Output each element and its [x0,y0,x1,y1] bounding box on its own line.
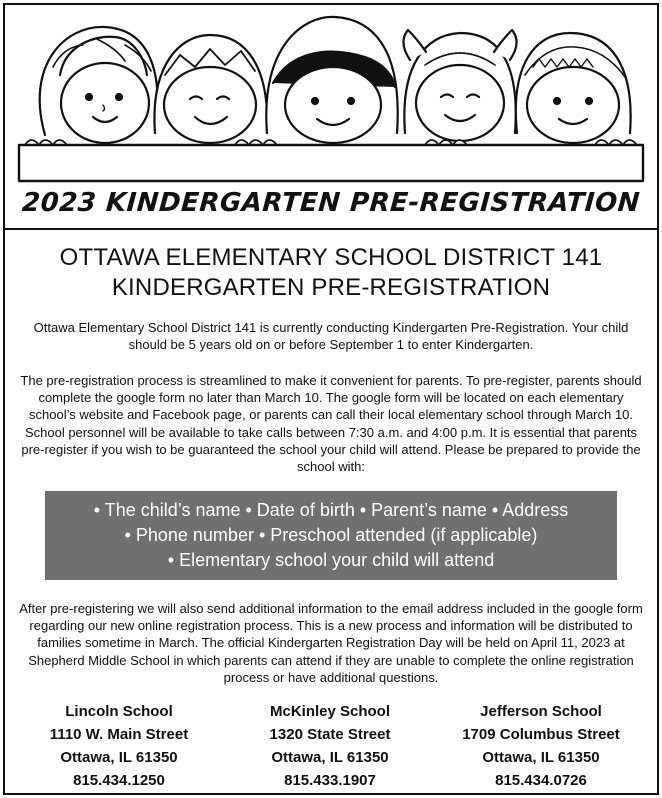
school-contact [19,700,219,792]
title-line-1: OTTAWA ELEMENTARY SCHOOL DISTRICT 141 [59,244,603,271]
school-name: Lincoln School [65,703,173,720]
school-name: Jefferson School [480,703,602,720]
school-phone: 815.434.0726 [495,772,587,789]
requirements-line-1: • The child’s name • Date of birth • Parent’s name • Address [93,500,569,520]
school-street: 1320 State Street [269,726,391,743]
school-phone: 815.433.1907 [284,772,376,789]
child-face-1 [40,27,158,143]
school-city: Ottawa, IL 61350 [482,749,600,766]
divider [5,228,657,230]
school-street: 1110 W. Main Street [49,726,189,743]
child-face-5 [516,33,631,143]
requirements-box [45,491,617,580]
school-contacts [5,700,657,790]
intro-paragraph: Ottawa Elementary School District 141 is currently conducting Kindergarten Pre-Registration. Your child should be 5 years old on or before September 1 to enter Kindergarten. [33,320,629,353]
page-title [5,243,657,303]
title-line-2: KINDERGARTEN PRE-REGISTRATION [111,274,551,301]
school-phone: 815.434.1250 [73,772,165,789]
school-contact [441,700,641,792]
school-street: 1709 Columbus Street [462,726,620,743]
school-name: McKinley School [269,703,391,720]
child-face-3 [266,17,397,143]
requirements-line-2: • Phone number • Preschool attended (if applicable) [124,525,538,545]
children-illustration [5,5,657,183]
school-city: Ottawa, IL 61350 [271,749,389,766]
after-paragraph: After pre-registering we will also send additional information to the email address included in the google form regarding our new online registration process. This is a new process and information will be distributed to families sometime in March. The official Kindergarten Registration Day will be held on April 11, 2023 at Shepherd Middle School in which parents can attend if they are unable to complete the online registration process or have additional questions. [19,601,643,685]
requirements-line-3: • Elementary school your child will attend [167,550,495,570]
process-paragraph: The pre-registration process is streamlined to make it convenient for parents. To pre-register, parents should complete the google form no later than March 10. The google form will be located on each elementary school’s website and Facebook page, or parents can call their local elementary school through March 10. School personnel will be available to take calls between 7:30 a.m. and 4:00 p.m. It is essential that parents pre-register if you wish to be guaranteed the school your child will attend. Please be prepared to provide the school with: [20,373,642,475]
school-contact [230,700,430,792]
headline: 2023 KINDERGARTEN PRE-REGISTRATION [21,188,641,218]
flyer [3,3,659,795]
school-city: Ottawa, IL 61350 [60,749,178,766]
child-face-2 [154,35,267,143]
child-face-4 [403,30,516,141]
